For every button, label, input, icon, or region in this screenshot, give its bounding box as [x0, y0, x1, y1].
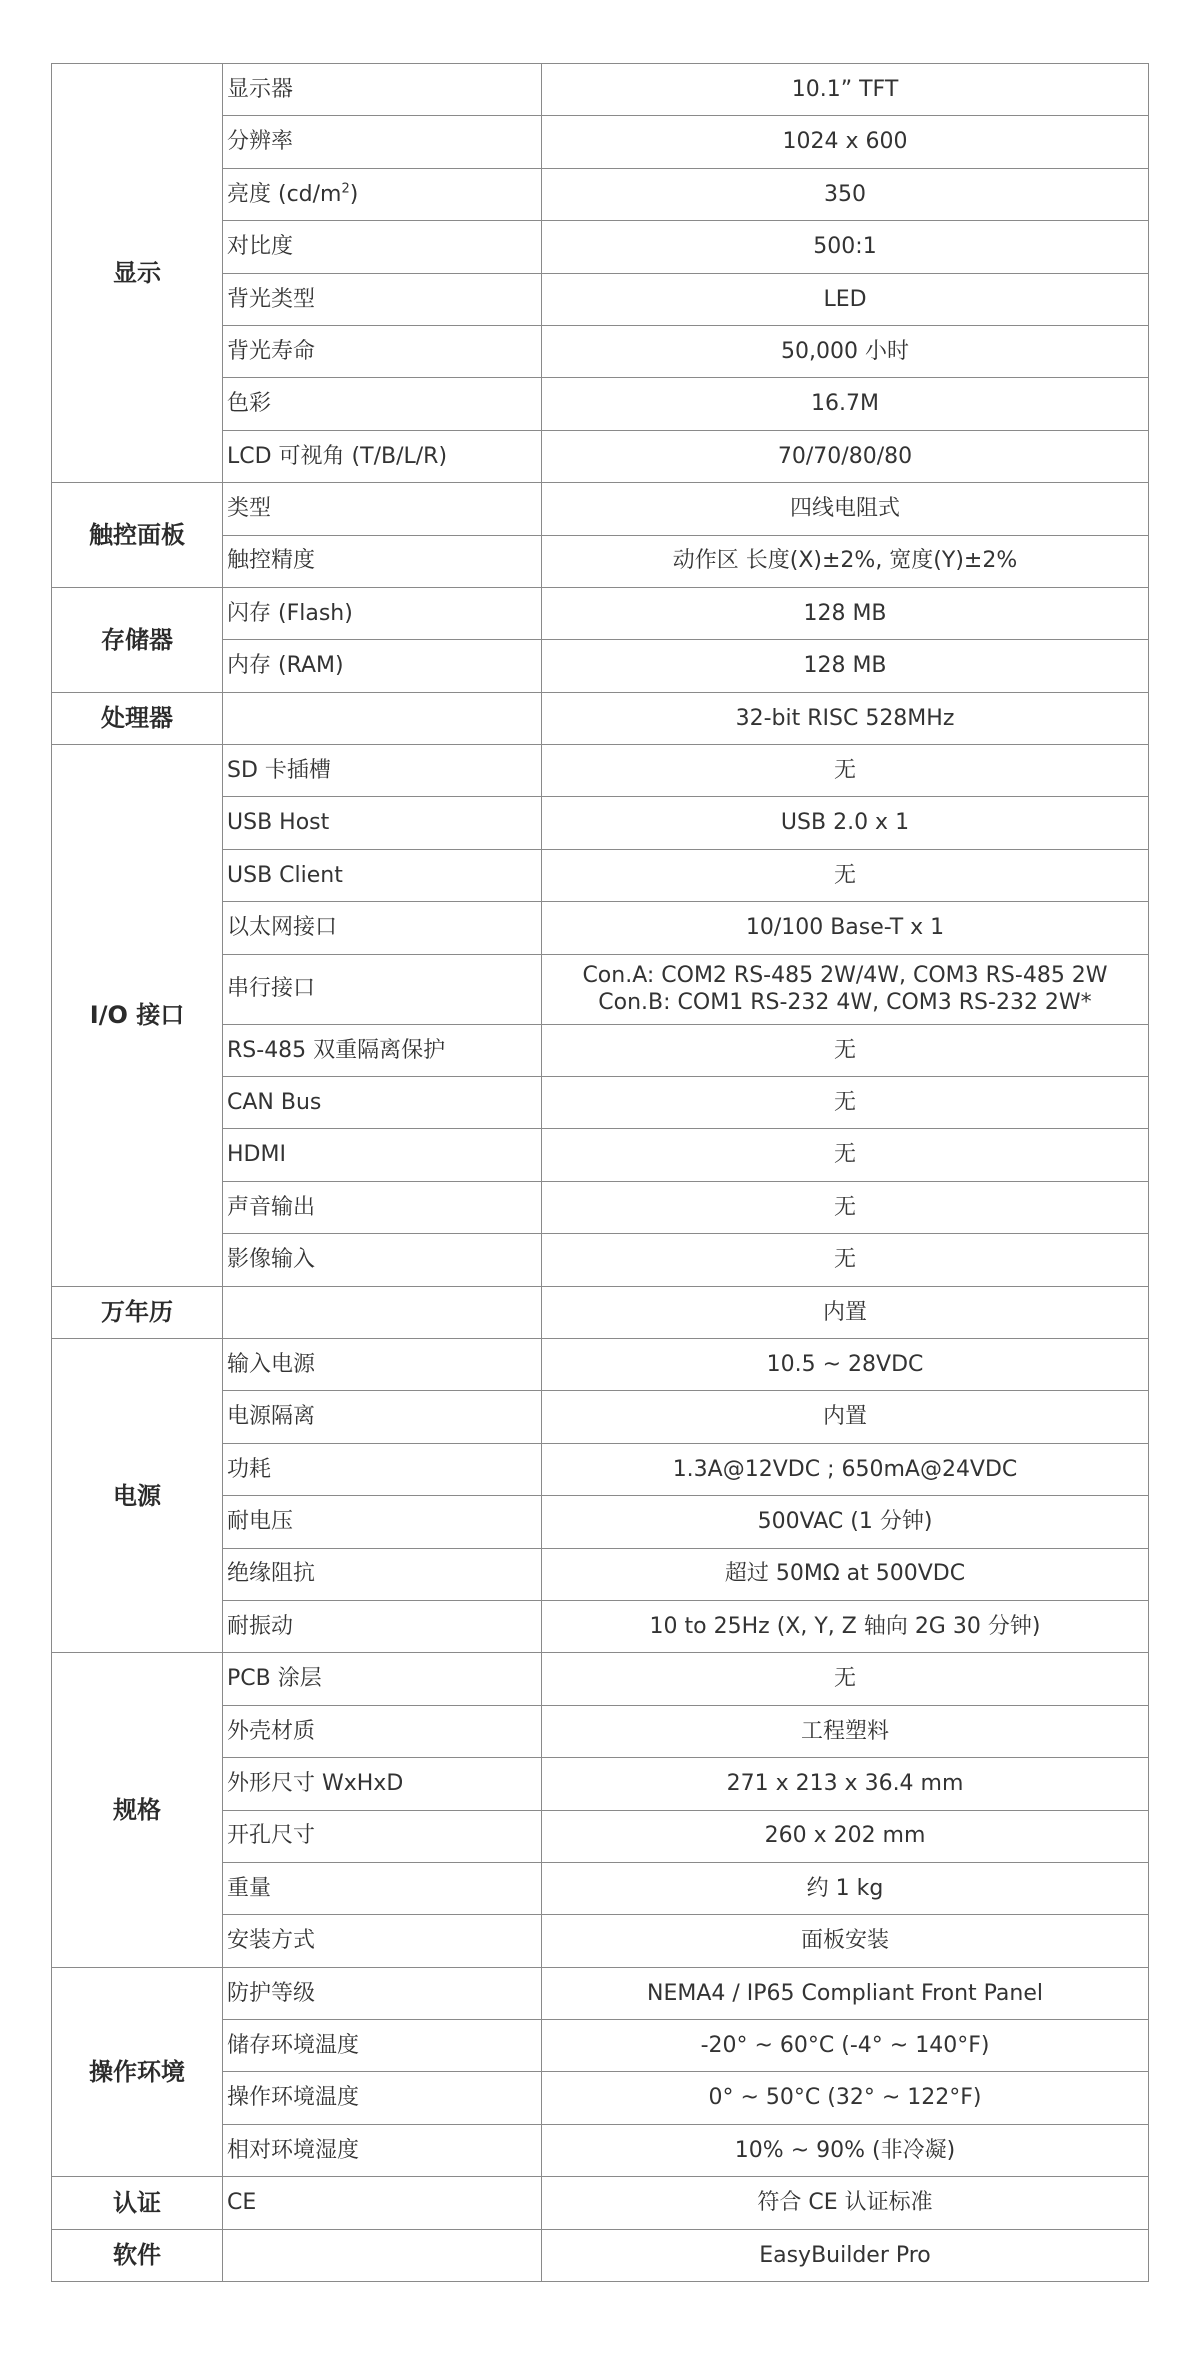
spec-row [52, 1653, 1149, 1705]
spec-value-line: USB 2.0 x 1 [780, 810, 910, 836]
spec-value-line: 无 [833, 1247, 856, 1273]
spec-value [542, 745, 1149, 797]
spec-table-body [52, 64, 1149, 2282]
spec-item-text: USB Host [227, 810, 330, 836]
spec-item-label [223, 1548, 542, 1600]
spec-item-text: 绝缘阻抗 [227, 1561, 316, 1587]
spec-item-label [223, 2020, 542, 2072]
spec-value-line: 超过 50MΩ at 500VDC [724, 1561, 966, 1587]
spec-item-label [223, 2072, 542, 2124]
spec-item-text: 防护等级 [227, 1980, 316, 2006]
spec-value [542, 116, 1149, 168]
spec-item-label [223, 1234, 542, 1286]
spec-value [542, 378, 1149, 430]
spec-item-text: HDMI [227, 1142, 286, 1168]
spec-item-label [223, 1758, 542, 1810]
spec-value [542, 2177, 1149, 2229]
spec-item-label [223, 902, 542, 954]
spec-value [542, 1391, 1149, 1443]
spec-item-text: 闪存 (Flash) [227, 600, 353, 626]
spec-item-label [223, 2177, 542, 2229]
spec-item-text: 类型 [227, 496, 272, 522]
spec-value [542, 692, 1149, 744]
spec-value [542, 430, 1149, 482]
spec-item-text: 外形尺寸 WxHxD [227, 1771, 404, 1797]
spec-value-line: Con.B: COM1 RS-232 4W, COM3 RS-232 2W* [598, 990, 1092, 1016]
spec-value-line: LED [823, 286, 867, 312]
spec-row [52, 64, 1149, 116]
spec-item-text: 内存 (RAM) [227, 653, 344, 679]
spec-value-line: 271 x 213 x 36.4 mm [726, 1771, 964, 1797]
spec-item-label [223, 378, 542, 430]
spec-value [542, 1600, 1149, 1652]
spec-item-text: 外壳材质 [227, 1718, 316, 1744]
spec-value [542, 902, 1149, 954]
spec-value-line: 1.3A@12VDC ; 650mA@24VDC [672, 1456, 1018, 1482]
spec-item-label [223, 1967, 542, 2019]
spec-row [52, 483, 1149, 535]
spec-item-text: 功耗 [227, 1456, 272, 1482]
spec-item-label [223, 1024, 542, 1076]
spec-row [52, 745, 1149, 797]
spec-item-text: PCB 涂层 [227, 1666, 322, 1692]
spec-value [542, 1496, 1149, 1548]
spec-value [542, 954, 1149, 1024]
spec-value-line: -20° ~ 60°C (-4° ~ 140°F) [700, 2033, 990, 2058]
spec-table [51, 63, 1149, 2282]
spec-item-label [223, 587, 542, 639]
spec-item-text: CAN Bus [227, 1089, 322, 1115]
spec-value [542, 640, 1149, 692]
spec-item-superscript: 2 [341, 181, 350, 197]
spec-row [52, 1286, 1149, 1338]
spec-value-line: 10% ~ 90% (非冷凝) [734, 2137, 956, 2163]
spec-item-text: 输入电源 [227, 1351, 316, 1377]
spec-value-line: 70/70/80/80 [777, 443, 913, 469]
spec-item-label [223, 2124, 542, 2176]
spec-value-line: 四线电阻式 [789, 496, 900, 522]
spec-item-label [223, 1705, 542, 1757]
spec-item-label [223, 1391, 542, 1443]
spec-value-line: NEMA4 / IP65 Compliant Front Panel [647, 1980, 1043, 2006]
spec-value [542, 1862, 1149, 1914]
spec-value-line: 内置 [822, 1404, 867, 1430]
spec-item-label [223, 1915, 542, 1967]
spec-item-text: 重量 [227, 1875, 272, 1901]
spec-item-label [223, 1338, 542, 1390]
spec-item-label [223, 1129, 542, 1181]
spec-item-text: 分辨率 [227, 129, 294, 155]
spec-item-label [223, 1600, 542, 1652]
spec-value [542, 168, 1149, 220]
spec-item-label [223, 168, 542, 220]
spec-value-line: 内置 [822, 1299, 867, 1325]
spec-value-line: 10.5 ~ 28VDC [766, 1351, 924, 1377]
spec-value-line: 10 to 25Hz (X, Y, Z 轴向 2G 30 分钟) [649, 1613, 1041, 1639]
spec-item-label [223, 2229, 542, 2281]
spec-item-text: 显示器 [227, 76, 294, 102]
spec-item-text: LCD 可视角 (T/B/L/R) [227, 443, 448, 469]
spec-category: 万年历 [52, 1286, 223, 1338]
spec-category: 认证 [52, 2177, 223, 2229]
spec-item-text: 触控精度 [227, 548, 316, 574]
spec-item-label [223, 221, 542, 273]
spec-item-label [223, 430, 542, 482]
spec-value [542, 64, 1149, 116]
spec-item-label [223, 1443, 542, 1495]
spec-category: 软件 [52, 2229, 223, 2281]
spec-item-text: USB Client [227, 862, 343, 888]
spec-value [542, 1129, 1149, 1181]
spec-value [542, 2020, 1149, 2072]
spec-item-label [223, 849, 542, 901]
spec-category: 显示 [52, 64, 223, 483]
spec-value-line: 500VAC (1 分钟) [757, 1509, 933, 1535]
spec-category: I/O 接口 [52, 745, 223, 1287]
spec-value-line: 1024 x 600 [782, 129, 908, 155]
spec-item-label [223, 273, 542, 325]
spec-item-text: 影像输入 [227, 1247, 316, 1273]
spec-value [542, 1967, 1149, 2019]
spec-item-label [223, 954, 542, 1024]
spec-value [542, 1705, 1149, 1757]
spec-item-text: 开孔尺寸 [227, 1823, 316, 1849]
spec-value [542, 325, 1149, 377]
spec-category: 存储器 [52, 587, 223, 692]
spec-value-line: EasyBuilder Pro [759, 2242, 931, 2268]
spec-item-label [223, 1286, 542, 1338]
spec-item-text: 对比度 [227, 234, 294, 260]
spec-value-line: Con.A: COM2 RS-485 2W/4W, COM3 RS-485 2W [582, 962, 1108, 988]
spec-item-label [223, 797, 542, 849]
spec-item-text: 串行接口 [227, 976, 316, 1002]
spec-value-line: 0° ~ 50°C (32° ~ 122°F) [708, 2085, 982, 2111]
spec-value [542, 797, 1149, 849]
spec-item-label [223, 535, 542, 587]
spec-value-line: 128 MB [803, 653, 887, 679]
spec-category: 规格 [52, 1653, 223, 1967]
spec-item-label [223, 64, 542, 116]
spec-value [542, 587, 1149, 639]
spec-value [542, 1234, 1149, 1286]
spec-value-line: 32-bit RISC 528MHz [735, 705, 955, 731]
spec-item-label [223, 1810, 542, 1862]
spec-item-text: 耐振动 [227, 1613, 294, 1639]
spec-item-label [223, 1653, 542, 1705]
spec-value-line: 128 MB [803, 600, 887, 626]
spec-value-line: 无 [833, 1037, 856, 1063]
spec-item-label [223, 1181, 542, 1233]
spec-item-text: 亮度 (cd/m [227, 181, 342, 207]
spec-value-line: 无 [833, 1666, 856, 1692]
spec-value-line: 符合 CE 认证标准 [757, 2190, 933, 2216]
spec-category: 操作环境 [52, 1967, 223, 2177]
spec-item-label [223, 1862, 542, 1914]
spec-item-text: 电源隔离 [227, 1404, 316, 1430]
spec-value-line: 260 x 202 mm [764, 1823, 926, 1849]
spec-value-line: 10.1” TFT [791, 76, 899, 102]
spec-category: 电源 [52, 1338, 223, 1652]
spec-row [52, 587, 1149, 639]
spec-item-label [223, 1077, 542, 1129]
spec-value-line: 10/100 Base-T x 1 [745, 915, 945, 941]
spec-value [542, 849, 1149, 901]
spec-item-text: RS-485 双重隔离保护 [227, 1037, 446, 1063]
spec-item-text: CE [227, 2190, 257, 2216]
spec-item-label [223, 116, 542, 168]
spec-value-line: 动作区 长度(X)±2%, 宽度(Y)±2% [672, 548, 1018, 574]
spec-value [542, 1548, 1149, 1600]
spec-item-label [223, 483, 542, 535]
spec-value [542, 535, 1149, 587]
spec-row [52, 1338, 1149, 1390]
spec-category: 触控面板 [52, 483, 223, 588]
spec-value [542, 273, 1149, 325]
spec-value-line: 无 [833, 1194, 856, 1220]
spec-category: 处理器 [52, 692, 223, 744]
spec-value-line: 350 [824, 181, 866, 207]
spec-value [542, 1338, 1149, 1390]
spec-item-text: 操作环境温度 [227, 2085, 360, 2111]
spec-value-line: 16.7M [811, 391, 879, 417]
spec-item-text: 以太网接口 [227, 915, 338, 941]
spec-value [542, 2229, 1149, 2281]
spec-value [542, 483, 1149, 535]
spec-item-suffix: ) [349, 181, 359, 207]
spec-value [542, 1286, 1149, 1338]
spec-value-line: 无 [833, 1089, 856, 1115]
spec-row [52, 2229, 1149, 2281]
spec-value [542, 1024, 1149, 1076]
spec-value-line: 约 1 kg [806, 1875, 884, 1901]
spec-value [542, 2072, 1149, 2124]
spec-value-line: 面板安装 [800, 1928, 889, 1954]
spec-value [542, 1181, 1149, 1233]
spec-value-line: 无 [833, 862, 856, 888]
spec-item-text: 声音输出 [227, 1194, 316, 1220]
spec-item-label [223, 640, 542, 692]
spec-item-label [223, 745, 542, 797]
spec-value [542, 1653, 1149, 1705]
spec-value [542, 221, 1149, 273]
spec-row [52, 1967, 1149, 2019]
spec-item-text: 背光寿命 [227, 338, 316, 364]
spec-item-label [223, 325, 542, 377]
spec-item-text: 耐电压 [227, 1509, 294, 1535]
spec-value [542, 1443, 1149, 1495]
spec-value [542, 1758, 1149, 1810]
spec-item-text: 储存环境温度 [227, 2033, 360, 2058]
spec-row [52, 692, 1149, 744]
spec-value [542, 1810, 1149, 1862]
spec-value [542, 1077, 1149, 1129]
spec-value [542, 2124, 1149, 2176]
spec-item-text: SD 卡插槽 [227, 758, 331, 784]
spec-value-line: 50,000 小时 [781, 338, 909, 364]
spec-item-text: 背光类型 [227, 286, 316, 312]
spec-item-text: 相对环境湿度 [227, 2137, 360, 2163]
spec-item-label [223, 1496, 542, 1548]
spec-row [52, 2177, 1149, 2229]
spec-value-line: 工程塑料 [800, 1718, 889, 1744]
spec-value-line: 无 [833, 1142, 856, 1168]
spec-value-line: 500:1 [813, 234, 877, 260]
spec-value [542, 1915, 1149, 1967]
spec-item-text: 安装方式 [227, 1928, 316, 1954]
spec-item-text: 色彩 [227, 391, 272, 417]
spec-item-label [223, 692, 542, 744]
spec-value-line: 无 [833, 758, 856, 784]
